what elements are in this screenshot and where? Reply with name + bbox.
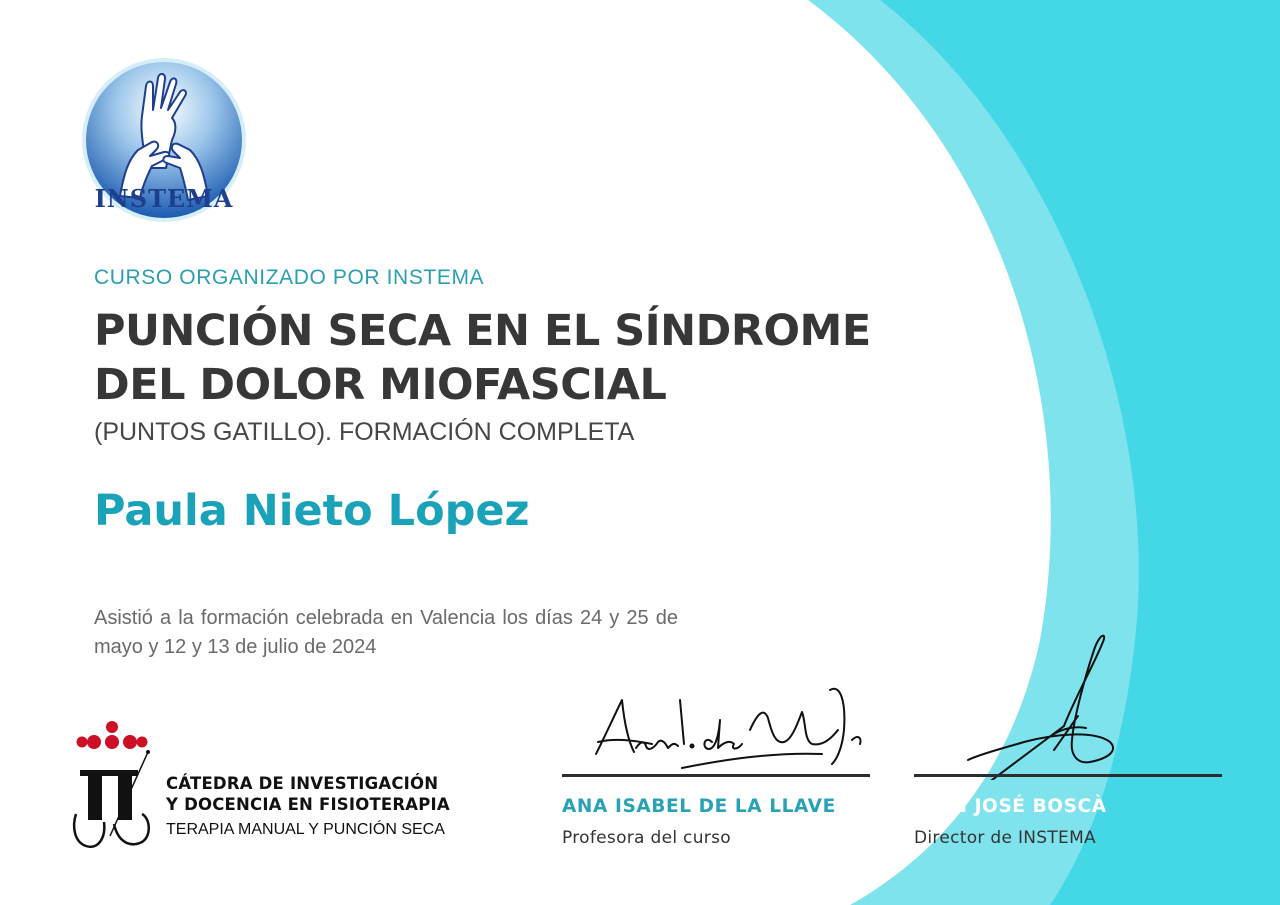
attendance-statement: Asistió a la formación celebrada en Valencia los días 24 y 25 de mayo y 12 y 13 de julio de 2024 — [94, 607, 678, 658]
signer-name: ANA ISABEL DE LA LLAVE — [562, 796, 836, 817]
organizer-line: CURSO ORGANIZADO POR INSTEMA — [94, 266, 485, 289]
course-title — [94, 304, 871, 412]
course-title-line-2: DEL DOLOR MIOFASCIAL — [94, 360, 667, 410]
instema-logo-text: INSTEMA — [94, 184, 234, 213]
recipient-name: Paula Nieto López — [94, 486, 530, 536]
signer-name: JUAN JOSÉ BOSCÀ — [914, 796, 1107, 817]
catedra-title-line-1: CÁTEDRA DE INVESTIGACIÓN — [166, 774, 439, 793]
handwritten-signature-ana — [562, 660, 870, 778]
signature-block-teacher — [562, 660, 870, 860]
university-crown-emblem-icon — [66, 718, 158, 854]
signature-line — [914, 774, 1222, 777]
signer-role: Profesora del curso — [562, 828, 731, 848]
instema-logo — [80, 56, 248, 224]
signature-line — [562, 774, 870, 777]
signature-block-director — [914, 630, 1222, 848]
signer-role: Director de INSTEMA — [914, 828, 1096, 848]
catedra-block — [66, 718, 486, 858]
course-title-line-1: PUNCIÓN SECA EN EL SÍNDROME — [94, 306, 871, 356]
course-subtitle: (PUNTOS GATILLO). FORMACIÓN COMPLETA — [94, 418, 635, 446]
handwritten-signature-director — [914, 630, 1222, 780]
catedra-subtitle: TERAPIA MANUAL Y PUNCIÓN SECA — [166, 821, 445, 838]
catedra-title-line-2: Y DOCENCIA EN FISIOTERAPIA — [166, 795, 450, 814]
